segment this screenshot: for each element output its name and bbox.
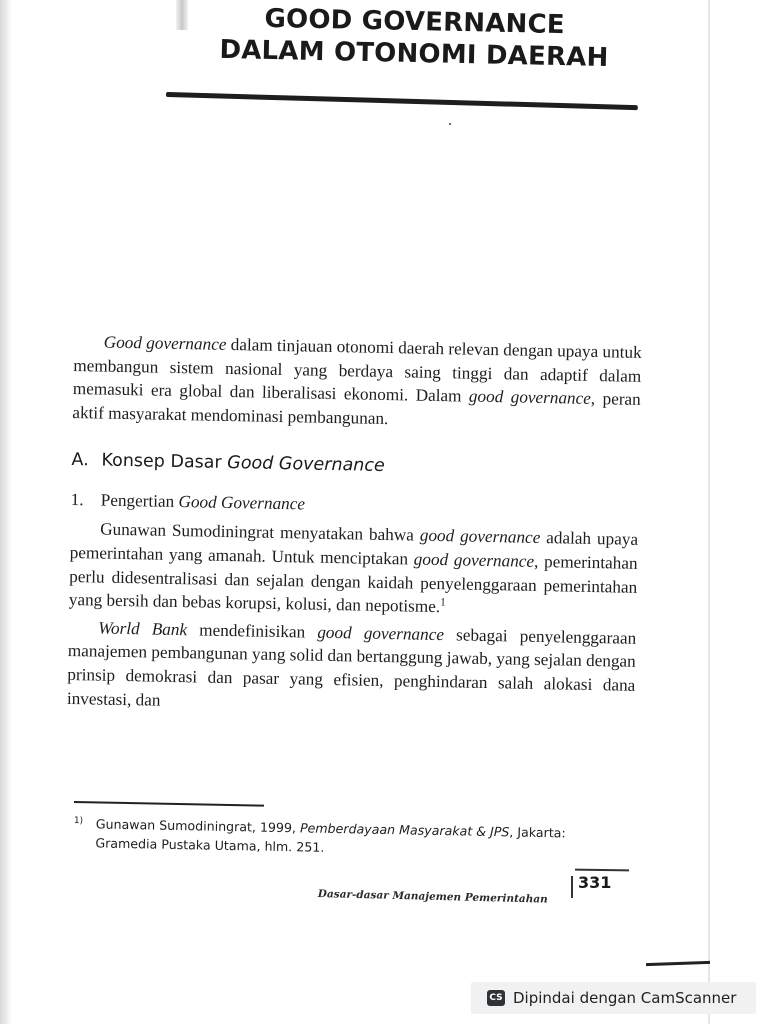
scan-speck: [449, 123, 451, 125]
para2-italic-a: World Bank: [98, 618, 188, 639]
camscanner-watermark: [471, 982, 756, 1014]
section-number: A.: [71, 450, 89, 471]
para1-italic-d: good governance: [413, 549, 535, 571]
para1-text-c: adalah upaya pemerintahan yang amanah. Untuk menciptakan: [69, 528, 639, 569]
section-label-italic: Good Governance: [227, 453, 385, 477]
footnote-text-c: , Jakarta: Gramedia Pustaka Utama, hlm. 251.: [95, 824, 566, 855]
footnote-body: [95, 814, 626, 862]
subsection-label-italic: Good Governance: [178, 492, 306, 514]
running-footer-title: Dasar-dasar Manajemen Pemerintahan: [317, 888, 548, 906]
footnote: [73, 814, 642, 863]
chapter-title-line2: DALAM OTONOMI DAERAH: [219, 34, 609, 74]
paragraph-definition-1: [69, 517, 639, 622]
intro-paragraph: [72, 330, 642, 435]
chapter-title-line1: GOOD GOVERNANCE: [264, 3, 566, 41]
footnote-text-a: Gunawan Sumodiningrat, 1999,: [95, 816, 301, 836]
subsection-number: 1.: [70, 490, 84, 510]
paragraph-definition-2: [67, 616, 637, 721]
title-underline: [166, 92, 638, 110]
subsection-heading: [71, 488, 639, 522]
section-heading: [71, 450, 639, 481]
body-content: [67, 330, 642, 721]
para2-italic-c: good governance: [317, 622, 445, 644]
chapter-title: [199, 1, 630, 74]
footnote-mark: 1): [73, 815, 84, 827]
para2-text-b: mendefinisikan: [186, 619, 318, 642]
para2-text-d: sebagai penyelenggaraan manajemen pembangunan yang solid dan bertanggung jawab, yang sejalan dengan prinsip demokrasi dan pasar yang efisien, penghindaran salah alokasi dana investasi, dan: [66, 624, 637, 710]
para1-text-a: Gunawan Sumodiningrat menyatakan bahwa: [99, 519, 421, 546]
para1-italic-b: good governance: [419, 526, 541, 548]
camscanner-icon: CS: [487, 990, 505, 1006]
para1-text-e: , pemerintahan perlu didesentralisasi dan sejalan dengan kaidah penyelenggaraan pemerintahan yang bersih dan bebas korupsi, kolusi, dan nepotisme.: [68, 551, 638, 617]
scan-shadow-left: [0, 0, 12, 1024]
section-label: Konsep Dasar: [101, 450, 228, 474]
footnote-reference[interactable]: 1: [440, 596, 446, 609]
camscanner-text: Dipindai dengan CamScanner: [513, 989, 737, 1007]
intro-italic-term: Good governance: [103, 332, 227, 354]
page-number-bar: [571, 876, 573, 898]
scan-artifact-bottom: [646, 961, 710, 966]
page-number: 331: [578, 873, 612, 892]
intro-italic-term-2: good governance: [468, 386, 592, 409]
scan-artifact-top: [176, 0, 188, 30]
intro-text-a: dalam tinjauan otonomi daerah relevan dengan upaya untuk membangun sistem nasional yang berdaya saing tinggi dan adaptif dalam memasuki era global dan liberalisasi ekonomi. Dalam: [72, 334, 642, 406]
footnote-separator: [74, 801, 264, 807]
subsection-label: Pengertian: [100, 490, 179, 512]
intro-text-c: , peran aktif masyarakat mendominasi pembangunan.: [72, 389, 641, 428]
footnote-book-title: Pemberdayaan Masyarakat & JPS: [299, 820, 510, 840]
page-number-rule: [575, 869, 629, 872]
page-edge-right: [708, 0, 710, 1024]
